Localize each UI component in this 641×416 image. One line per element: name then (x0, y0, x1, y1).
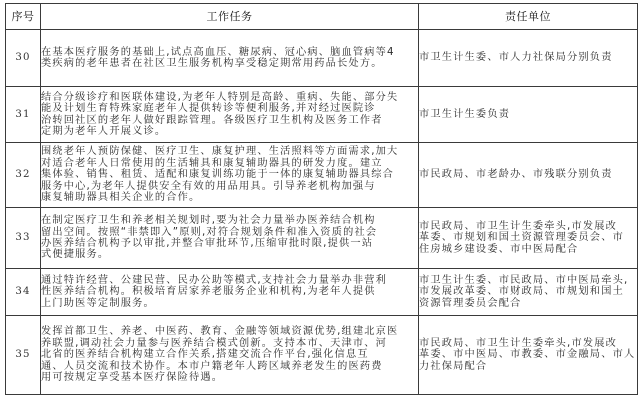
task-line: 能及计划生育特殊家庭老年人提供转诊等便利服务,并对经过医院诊 (41, 103, 376, 115)
table-row (6, 316, 638, 395)
responsible-unit-cell (419, 30, 638, 87)
row-number: 35 (6, 316, 41, 395)
work-task-cell (41, 269, 419, 316)
task-line: 养联盟,调动社会力量参与医养结合模式创新。支持本市、天津市、河 (41, 337, 388, 349)
task-line: 集体验、销售、租赁、适配和康复训练功能于一体的康复辅助器具综合 (41, 169, 395, 181)
task-line: 发挥首都卫生、养老、中医药、教育、金融等领域资源优势,组建北京医 (41, 326, 399, 338)
responsible-unit-cell (419, 269, 638, 316)
task-line: 通过特许经营、公建民营、民办公助等模式,支持社会力量举办非营利 (41, 274, 388, 286)
work-task-cell (41, 30, 419, 87)
header-no: 序号 (6, 4, 41, 30)
responsible-unit-cell (419, 87, 638, 143)
unit-line: 革委、市规划和国土资源管理委员会、市 (419, 232, 624, 244)
task-line: 结合分级诊疗和医联体建设,为老年人特别是高龄、重病、失能、部分失 (41, 91, 399, 103)
task-line: 上门助医等定制服务。 (41, 297, 155, 309)
unit-line: 市卫生计生委、市民政局、市中医局牵头, (419, 274, 629, 286)
unit-line: 革委、市中医局、市教委、市金融局、市人 (419, 349, 636, 361)
task-line: 在基本医疗服务的基础上,试点高血压、糖尿病、冠心病、脑血管病等4 (41, 46, 395, 58)
unit-line: 力社保局配合 (419, 360, 488, 372)
unit-line: 市民政局、市老龄办、市残联分别负责 (419, 169, 613, 181)
row-number: 34 (6, 269, 41, 316)
work-task-cell (41, 87, 419, 143)
unit-line: 市民政局、市卫生计生委牵头,市发展改 (419, 337, 618, 349)
table-row (6, 87, 638, 143)
table-row (6, 269, 638, 316)
task-line: 围绕老年人预防保健、医疗卫生、康复护理、生活照料等方面需求,加大 (41, 146, 399, 158)
task-line: 对适合老年人日常使用的生活辅具和康复辅助器具的研发力度。建立 (41, 157, 383, 169)
row-number: 33 (6, 208, 41, 269)
task-line: 类疾病的老年患者在社区卫生服务机构享受稳定期常用药品长处方。 (41, 58, 383, 69)
task-line: 办医养结合机构予以审批,并整合审批环节,压缩审批时限,提供一站 (41, 238, 374, 249)
task-line: 性医养结合机构。积极培育居家养老服务企业和机构,为老年人提供 (41, 286, 376, 298)
task-line: 用可按规定享受基本医疗保险待遇。 (41, 372, 224, 384)
row-number: 30 (6, 30, 41, 87)
unit-line: 住房城乡建设委、市中医局配合 (419, 243, 579, 255)
responsible-unit-cell (419, 316, 638, 395)
row-number: 31 (6, 87, 41, 143)
table-row (6, 143, 638, 208)
work-task-cell (41, 208, 419, 269)
responsible-unit-cell (419, 208, 638, 269)
task-line: 北省的医养结合机构建立合作关系,搭建交流合作平台,强化信息互 (41, 349, 369, 361)
work-task-cell (41, 143, 419, 208)
unit-line: 资源管理委员会配合 (419, 297, 522, 309)
header-row (6, 4, 638, 30)
unit-line: 市发展改革委、市财政局、市规划和国土 (419, 286, 624, 298)
unit-line: 市民政局、市卫生计生委牵头,市发展改 (419, 220, 618, 232)
task-line: 治转回社区的老年人做好跟踪管理。各级医疗卫生机构及医务工作者 (41, 114, 383, 126)
row-number: 32 (6, 143, 41, 208)
task-line: 定期为老年人开展义诊。 (41, 125, 167, 137)
task-line: 服务中心,为老年人提供安全有效的用品用具。引导养老机构加强与 (41, 180, 376, 192)
task-line: 留出空间。按照“非禁即入”原则,对符合规划条件和准入资质的社会 (41, 226, 378, 238)
unit-line: 市卫生计生委、市人力社保局分别负责 (419, 52, 613, 64)
unit-line: 市卫生计生委负责 (419, 108, 511, 120)
task-responsibility-table (5, 3, 638, 395)
responsible-unit-cell (419, 143, 638, 208)
table-row (6, 208, 638, 269)
task-line: 式便捷服务。 (41, 249, 110, 261)
header-unit: 责任单位 (419, 4, 638, 30)
task-line: 康复辅助器具相关企业的合作。 (41, 192, 201, 204)
task-line: 在制定医疗卫生和养老相关规划时,要为社会力量举办医养结合机构 (41, 215, 376, 227)
table-row (6, 30, 638, 87)
work-task-cell (41, 316, 419, 395)
task-line: 通、人员交流和技术协作。本市户籍老年人跨区域养老发生的医药费 (41, 360, 383, 372)
header-task: 工作任务 (41, 4, 419, 30)
